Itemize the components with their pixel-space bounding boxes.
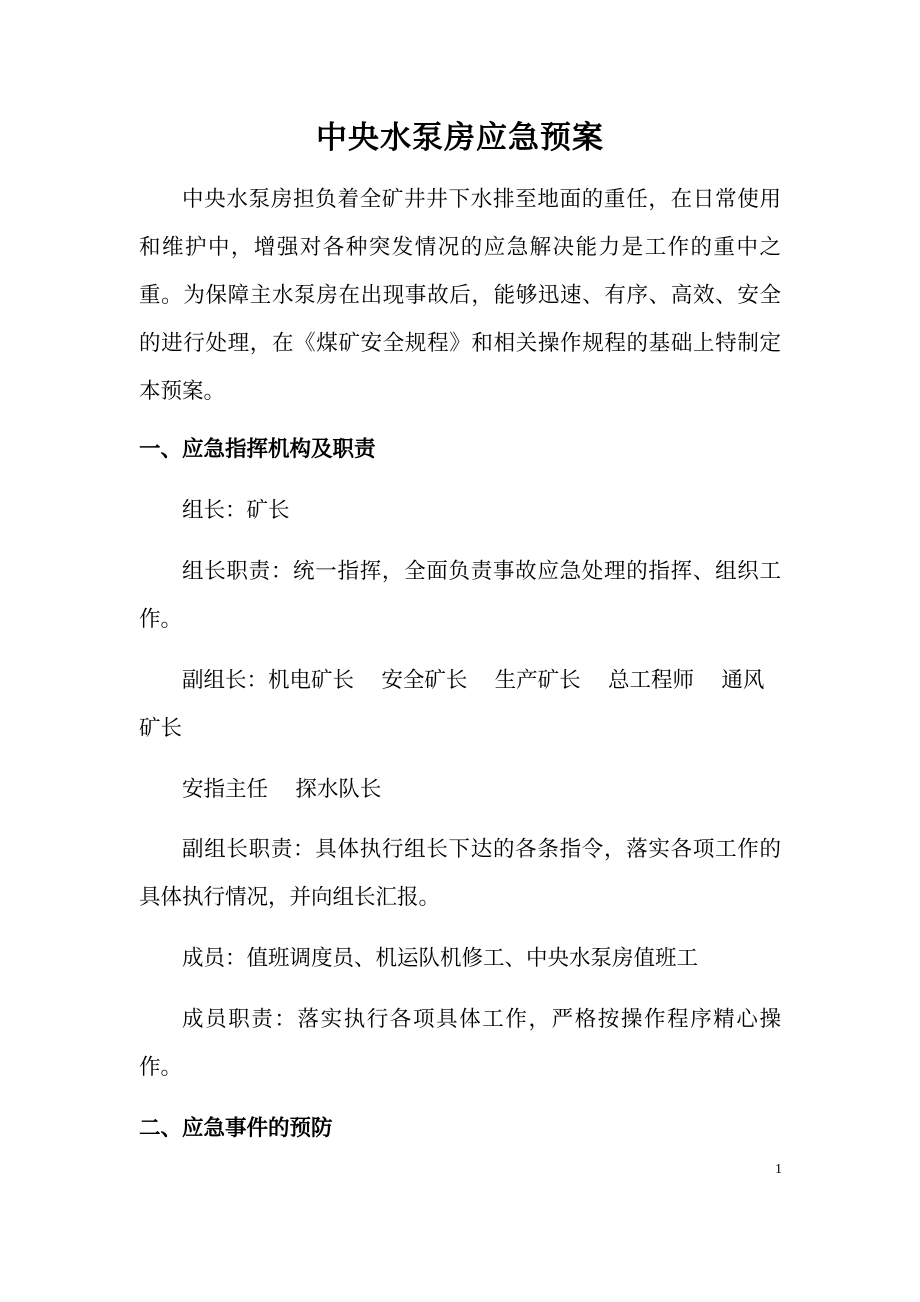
deputy-leaders-line-2: 安指主任 探水队长 (182, 777, 382, 802)
deputy-leaders-line-continued: 矿长 (139, 716, 183, 741)
leader-duty-paragraph: 组长职责：统一指挥，全面负责事故应急处理的指挥、组织工作。 (139, 559, 781, 632)
members-line: 成员：值班调度员、机运队机修工、中央水泵房值班工 (182, 946, 699, 971)
section-1-heading: 一、应急指挥机构及职责 (139, 437, 376, 462)
leader-line: 组长：矿长 (182, 498, 290, 523)
deputy-duty-paragraph: 副组长职责：具体执行组长下达的各条指令，落实各项工作的具体执行情况，并向组长汇报。 (139, 837, 781, 910)
members-duty-paragraph: 成员职责：落实执行各项具体工作，严格按操作程序精心操作。 (139, 1007, 781, 1080)
section-2-heading: 二、应急事件的预防 (139, 1116, 333, 1141)
document-title: 中央水泵房应急预案 (316, 120, 604, 156)
deputy-leaders-line: 副组长：机电矿长 安全矿长 生产矿长 总工程师 通风 (182, 668, 765, 693)
page-number: 1 (775, 1162, 782, 1177)
intro-paragraph: 中央水泵房担负着全矿井井下水排至地面的重任，在日常使用和维护中，增强对各种突发情况的应急解决能力是工作的重中之重。为保障主水泵房在出现事故后，能够迅速、有序、高效、安全的进行处理，在《煤矿安全规程》和相关操作规程的基础上特制定本预案。 (139, 187, 781, 404)
